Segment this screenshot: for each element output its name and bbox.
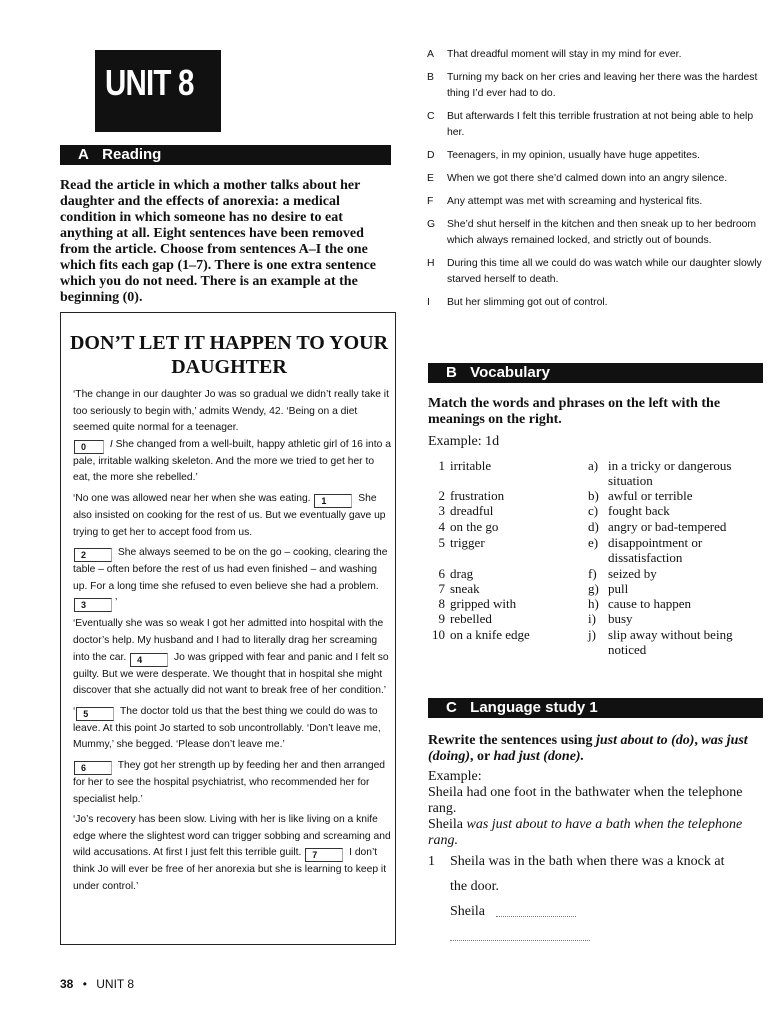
word-number: 6 xyxy=(438,566,445,581)
vocabulary-meaning xyxy=(588,519,763,534)
sentence-letter: I xyxy=(427,297,430,308)
word-text: dreadful xyxy=(450,503,494,518)
sentence-text: She’d shut herself in the kitchen and then sneak up to her bedroom which always remained locked, and strictly out of bounds. xyxy=(447,219,757,246)
instruction-phrase: was just (doing) xyxy=(428,733,748,764)
vocabulary-meaning xyxy=(588,458,763,488)
gap-2[interactable]: 2 xyxy=(74,548,112,562)
answer-line[interactable] xyxy=(496,916,576,917)
question-1 xyxy=(428,854,768,870)
article-title: DON’T LET IT HAPPEN TO YOUR DAUGHTER xyxy=(69,332,389,378)
section-letter: C xyxy=(446,699,457,716)
sentence-letter: D xyxy=(427,150,435,161)
vocabulary-meaning xyxy=(588,611,763,626)
meaning-letter: g) xyxy=(588,581,599,596)
section-letter: B xyxy=(446,364,457,381)
sentence-option xyxy=(427,148,762,164)
example-label: Example: xyxy=(428,769,482,784)
meaning-text: seized by xyxy=(608,566,657,581)
instruction-text: , xyxy=(694,733,702,748)
sentence-text: But afterwards I felt this terrible frustration at not being able to help her. xyxy=(447,111,754,138)
unit-title: UNIT 8 xyxy=(105,62,194,103)
sentence-text: During this time all we could do was watch while our daughter slowly starved herself to death. xyxy=(447,258,762,285)
word-text: sneak xyxy=(450,581,480,596)
example-answer xyxy=(428,817,763,849)
example-sentence: Sheila had one foot in the bathwater when the telephone rang. xyxy=(428,785,743,816)
section-a-header xyxy=(60,145,391,165)
sentence-letter: F xyxy=(427,196,434,207)
meaning-letter: j) xyxy=(588,627,596,642)
gap-7[interactable]: 7 xyxy=(305,848,343,862)
meaning-letter: e) xyxy=(588,535,599,550)
question-text: Sheila was in the bath when there was a knock at xyxy=(450,854,725,869)
answer-line[interactable] xyxy=(450,940,590,941)
vocabulary-word xyxy=(428,535,598,550)
gap-3[interactable]: 3 xyxy=(74,598,112,612)
article-paragraph xyxy=(73,704,393,754)
word-text: irritable xyxy=(450,458,492,473)
meaning-text: busy xyxy=(608,611,633,626)
article-paragraph xyxy=(73,616,393,699)
instruction-phrase: just about to (do) xyxy=(595,733,695,748)
word-number: 4 xyxy=(438,519,445,534)
meaning-letter: b) xyxy=(588,488,599,503)
footer-bullet: • xyxy=(82,977,87,991)
section-b-header xyxy=(428,363,763,383)
sentence-letter: E xyxy=(427,173,434,184)
word-number: 9 xyxy=(438,611,445,626)
meaning-text: angry or bad-tempered xyxy=(608,519,727,534)
sentence-option xyxy=(427,217,762,249)
meaning-letter: d) xyxy=(588,519,599,534)
paragraph-text: ‘No one was allowed near her when she was eating. xyxy=(73,492,311,504)
sentence-option xyxy=(427,194,762,210)
sentence-letter: A xyxy=(427,49,434,60)
meaning-text: disappointment or dissatisfaction xyxy=(608,535,703,565)
meaning-letter: h) xyxy=(588,596,599,611)
paragraph-text: ‘Eventually she was so weak I got her admitted into hospital with the doctor’s help. My husband and I had to literally drag her screaming into the car. xyxy=(73,618,384,663)
word-number: 5 xyxy=(438,535,445,550)
section-c-header xyxy=(428,698,763,718)
section-title: Vocabulary xyxy=(470,364,550,381)
question-1-cont: the door. xyxy=(450,879,499,894)
sentence-text: But her slimming got out of control. xyxy=(447,297,608,308)
sentence-option xyxy=(427,109,762,141)
paragraph-text: She also insisted on cooking for the rest of us. But we eventually gave up trying to get her to accept food from us. xyxy=(73,492,386,538)
gap-4[interactable]: 4 xyxy=(130,653,168,667)
paragraph-text: I don’t think Jo will ever be free of her anorexia but she is learning to keep it under control.’ xyxy=(73,847,387,892)
sentence-text: Teenagers, in my opinion, usually have huge appetites. xyxy=(447,150,701,161)
section-title: Language study 1 xyxy=(470,699,598,716)
gap-1[interactable]: 1 xyxy=(314,494,352,508)
meaning-text: in a tricky or dangerous situation xyxy=(608,458,732,488)
paragraph-text: ‘The change in our daughter Jo was so gradual we didn’t really take it too seriously to begin with,’ admits Wendy, 42. ‘Being on a diet seemed quite normal for a teenager. xyxy=(73,389,389,434)
paragraph-text: ‘Jo’s recovery has been slow. Living with her is like living on a knife edge where the slightest word can trigger sobbing and screaming and wild accusations. At first I just felt this terrible guilt. xyxy=(73,814,391,859)
paragraph-text: They got her strength up by feeding her and then arranged for her to see the hospital psychiatrist, who recommended her for specialist help.’ xyxy=(73,759,386,805)
page-footer xyxy=(60,977,134,991)
word-number: 2 xyxy=(438,488,445,503)
instruction-phrase: had just (done). xyxy=(493,749,585,764)
vocabulary-meaning xyxy=(588,627,763,657)
gap-0: 0 xyxy=(74,440,104,454)
sentence-letter: B xyxy=(427,72,434,83)
sentence-text: Turning my back on her cries and leaving her there was the hardest thing I’d ever had to do. xyxy=(447,72,758,99)
section-letter: A xyxy=(78,146,89,163)
article-paragraph xyxy=(73,758,393,808)
word-number: 8 xyxy=(438,596,445,611)
sentence-option xyxy=(427,171,762,187)
language-instruction xyxy=(428,733,763,765)
word-number: 3 xyxy=(438,503,445,518)
word-number: 10 xyxy=(432,627,445,642)
meaning-text: slip away without being noticed xyxy=(608,627,733,657)
question-1-answer-start: Sheila xyxy=(450,904,485,919)
page-number: 38 xyxy=(60,977,74,991)
vocabulary-word xyxy=(428,488,598,503)
vocabulary-meaning xyxy=(588,596,763,611)
article-paragraph xyxy=(73,812,393,895)
gap-5[interactable]: 5 xyxy=(76,707,114,721)
article-body xyxy=(73,387,393,899)
section-title: Reading xyxy=(102,146,162,163)
sentence-text: Any attempt was met with screaming and hysterical fits. xyxy=(447,196,703,207)
sentence-options xyxy=(427,47,762,318)
vocabulary-meaning xyxy=(588,566,763,581)
vocabulary-word xyxy=(428,611,598,626)
sentence-letter: G xyxy=(427,219,436,230)
vocabulary-meaning xyxy=(588,488,763,503)
gap-6[interactable]: 6 xyxy=(74,761,112,775)
sentence-option xyxy=(427,47,762,63)
meaning-text: pull xyxy=(608,581,629,596)
vocabulary-word xyxy=(428,503,598,518)
meaning-letter: c) xyxy=(588,503,599,518)
word-number: 7 xyxy=(438,581,445,596)
paragraph-text: She always seemed to be on the go – cooking, clearing the table – often before the rest of us had even finished – and washing up. For a long time she refused to even believe she had a problem. xyxy=(73,547,388,592)
instruction-text: , or xyxy=(470,749,494,764)
sentence-letter: H xyxy=(427,258,435,269)
vocabulary-example: Example: 1d xyxy=(428,434,500,449)
paragraph-text: ‘ xyxy=(73,705,76,717)
unit-heading xyxy=(95,50,221,132)
meaning-text: cause to happen xyxy=(608,596,692,611)
answer-text: Sheila xyxy=(428,817,467,832)
instruction-text: Rewrite the sentences using xyxy=(428,733,596,748)
article-box xyxy=(60,312,396,945)
question-number: 1 xyxy=(428,854,435,869)
sentence-option xyxy=(427,295,762,311)
sentence-text: When we got there she’d calmed down into an angry silence. xyxy=(447,173,728,184)
paragraph-text: Jo was gripped with fear and panic and I felt so guilty. But we were desperate. We thought that in hospital she might discover that she actually did not want to break free of her condition.’ xyxy=(73,651,389,697)
word-text: on a knife edge xyxy=(450,627,530,642)
sentence-text: That dreadful moment will stay in my mind for ever. xyxy=(447,49,682,60)
vocabulary-word xyxy=(428,566,598,581)
meaning-text: awful or terrible xyxy=(608,488,693,503)
sentence-option xyxy=(427,70,762,102)
word-text: frustration xyxy=(450,488,505,503)
vocabulary-word xyxy=(428,519,598,534)
article-paragraph xyxy=(73,545,393,612)
footer-unit: UNIT 8 xyxy=(96,977,135,991)
meaning-letter: i) xyxy=(588,611,596,626)
sentence-option xyxy=(427,256,762,288)
vocabulary-meaning xyxy=(588,581,763,596)
reading-instruction: Read the article in which a mother talks about her daughter and the effects of anorexia: a medical condition in which someone has no desire to eat anything at all. Eight sentences have been removed from the article. Choose from sentences A–I the one which fits each gap (1–7). There is one extra sentence which you do not need. There is an example at the beginning (0). xyxy=(60,178,376,305)
meaning-letter: f) xyxy=(588,566,597,581)
vocabulary-meaning xyxy=(588,535,763,565)
word-text: trigger xyxy=(450,535,485,550)
vocabulary-word xyxy=(428,596,598,611)
paragraph-text: ’ xyxy=(115,597,118,609)
vocabulary-instruction: Match the words and phrases on the left with the meanings on the right. xyxy=(428,396,721,427)
paragraph-text: The doctor told us that the best thing we could do was to leave. At this point Jo started to sob uncontrollably. ‘Don’t leave me, Mummy,’ she begged. ‘Please don’t leave me.’ xyxy=(73,705,381,751)
vocabulary-word xyxy=(428,581,598,596)
answer-italic: was just about to have a bath when the telephone rang. xyxy=(428,817,743,848)
word-text: drag xyxy=(450,566,474,581)
article-paragraph xyxy=(73,491,393,541)
vocabulary-meaning xyxy=(588,503,763,518)
meaning-letter: a) xyxy=(588,458,599,473)
word-number: 1 xyxy=(438,458,445,473)
paragraph-text: She changed from a well-built, happy athletic girl of 16 into a pale, irritable walking skeleton. And the more we tried to get her to eat, the more she rebelled.’ xyxy=(73,438,391,484)
vocabulary-word xyxy=(428,458,598,473)
language-example xyxy=(428,769,763,849)
meaning-text: fought back xyxy=(608,503,670,518)
gap-0-answer: I xyxy=(109,438,113,450)
word-text: rebelled xyxy=(450,611,492,626)
word-text: on the go xyxy=(450,519,499,534)
vocabulary-word xyxy=(428,627,598,642)
word-text: gripped with xyxy=(450,596,517,611)
article-paragraph xyxy=(73,387,393,487)
sentence-letter: C xyxy=(427,111,435,122)
